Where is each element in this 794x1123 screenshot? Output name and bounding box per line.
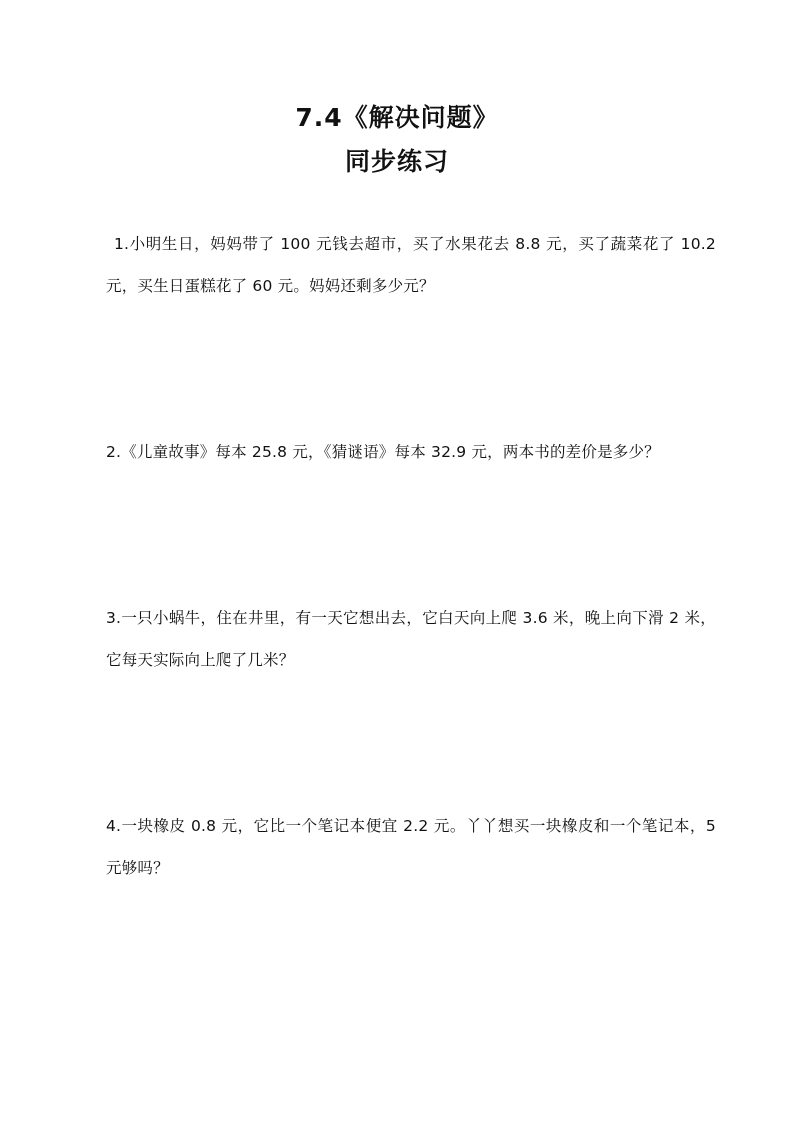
question-1: 1.小明生日，妈妈带了 100 元钱去超市，买了水果花去 8.8 元，买了蔬菜花了 10.2 元，买生日蛋糕花了 60 元。妈妈还剩多少元？ (106, 235, 716, 295)
page-title: 7.4《解决问题》 (295, 103, 499, 132)
question-4: 4.一块橡皮 0.8 元，它比一个笔记本便宜 2.2 元。丫丫想买一块橡皮和一个笔记本，5 元够吗？ (106, 817, 716, 877)
page-subtitle: 同步练习 (344, 147, 449, 176)
question-3: 3.一只小蜗牛，住在井里，有一天它想出去，它白天向上爬 3.6 米，晚上向下滑 2 米，它每天实际向上爬了几米？ (106, 609, 716, 669)
question-2: 2.《儿童故事》每本 25.8 元，《猜谜语》每本 32.9 元，两本书的差价是多少？ (106, 443, 660, 461)
